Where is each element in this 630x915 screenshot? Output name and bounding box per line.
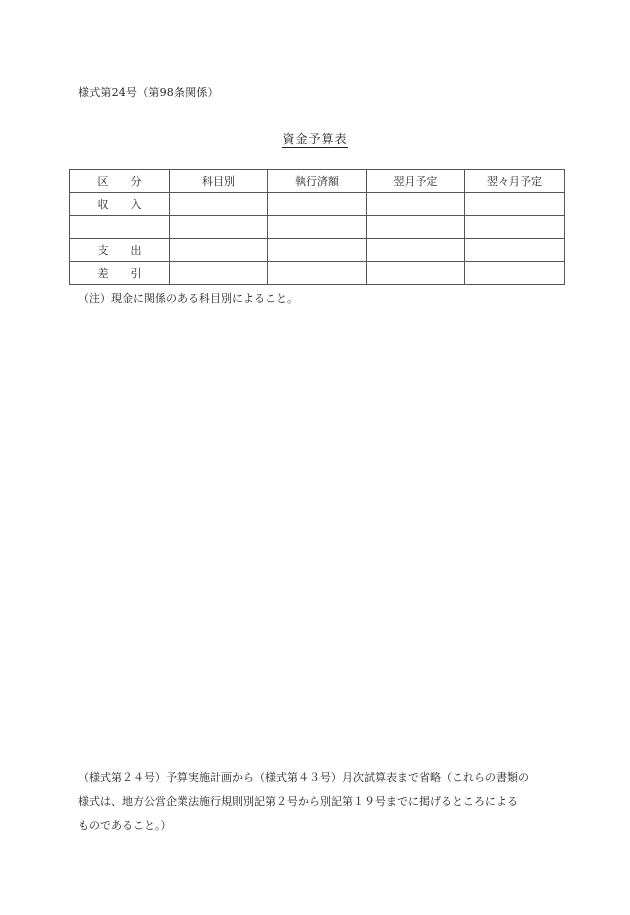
row-label-income: 収 入: [70, 193, 170, 216]
table-cell: [170, 262, 268, 285]
column-header-month-after-next: 翌々月予定: [465, 170, 565, 193]
row-label-expenditure: 支 出: [70, 239, 170, 262]
table-cell: [170, 216, 268, 239]
table-cell: [268, 216, 367, 239]
table-cell: [268, 193, 367, 216]
footer-line: ものであること。）: [78, 819, 172, 832]
column-header-category: 区 分: [70, 170, 170, 193]
table-cell: [367, 193, 465, 216]
table-cell: [170, 193, 268, 216]
table-cell: [268, 262, 367, 285]
table-row: [70, 239, 565, 262]
table-row: [70, 262, 565, 285]
footer-line: （様式第２４号）予算実施計画から（様式第４３号）月次試算表まで省略（これらの書類の: [78, 771, 529, 784]
table-cell: [465, 216, 565, 239]
table-note: （注）現金に関係のある科目別によること。: [78, 292, 298, 305]
column-header-executed: 執行済額: [268, 170, 367, 193]
row-label-balance: 差 引: [70, 262, 170, 285]
footer-line: 様式は、地方公営企業法施行規則別記第２号から別記第１９号までに掲げるところによる: [78, 795, 518, 808]
table-row: [70, 216, 565, 239]
table-cell: [465, 239, 565, 262]
table-cell: [465, 262, 565, 285]
table-cell: [268, 239, 367, 262]
table-cell: [367, 239, 465, 262]
table-cell: [367, 262, 465, 285]
table-cell: [367, 216, 465, 239]
form-number: 様式第24号（第98条関係）: [78, 86, 219, 99]
table-cell: [465, 193, 565, 216]
table-cell: [170, 239, 268, 262]
budget-table: [69, 169, 565, 285]
table-row: [70, 193, 565, 216]
column-header-item: 科目別: [170, 170, 268, 193]
table-header-row: [70, 170, 565, 193]
column-header-next-month: 翌月予定: [367, 170, 465, 193]
footer-note: [78, 766, 556, 838]
document-title: 資金予算表: [282, 132, 348, 146]
row-label-blank: [70, 216, 170, 239]
